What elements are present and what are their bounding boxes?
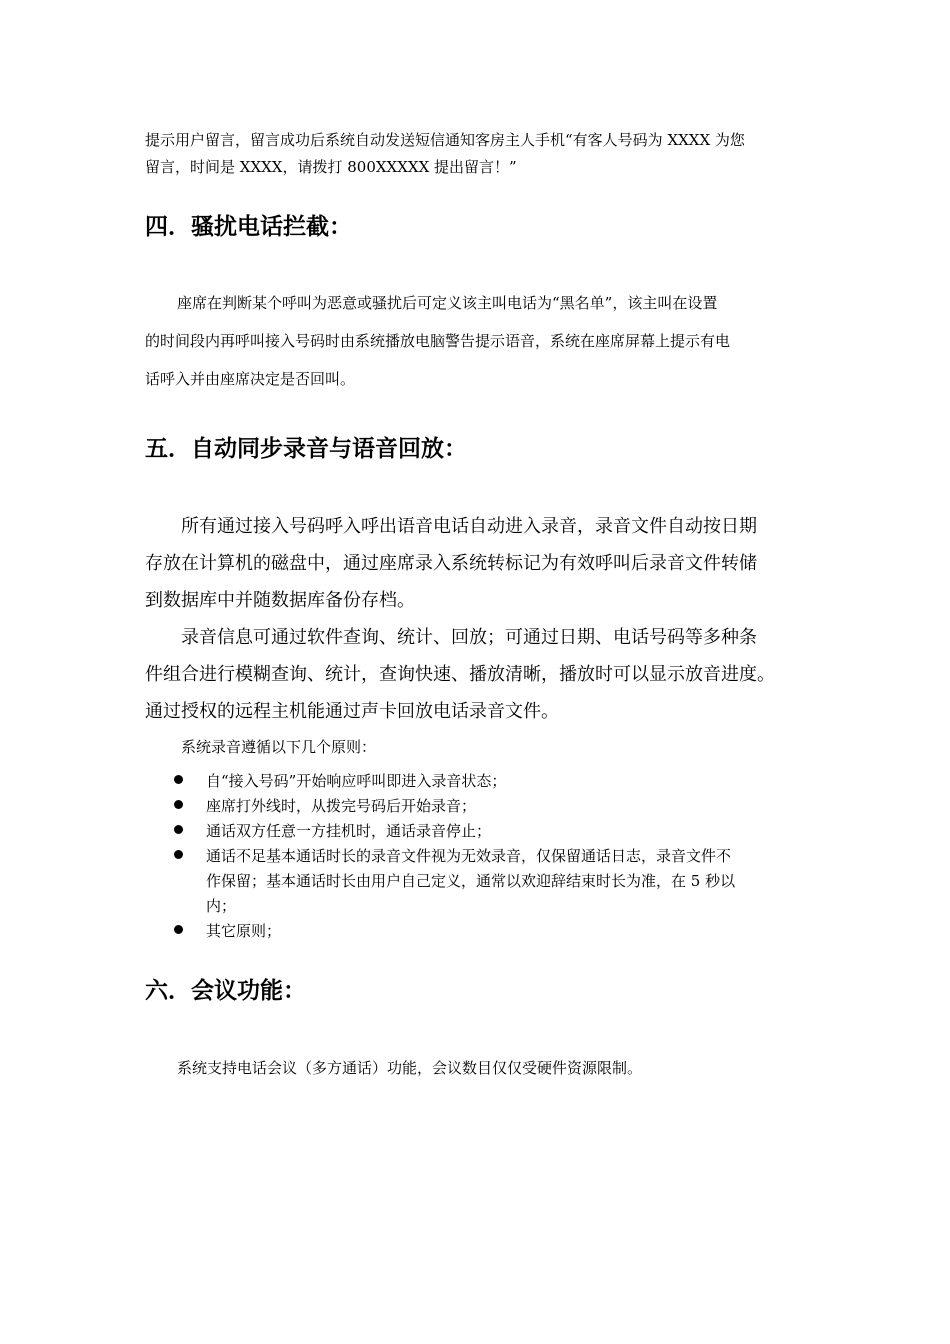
section5-para2-line-2: 件组合进行模糊查询、统计，查询快速、播放清晰，播放时可以显示放音进度。 <box>145 664 775 685</box>
list-item-text: 其它原则； <box>206 922 282 940</box>
bullet-icon <box>174 825 183 834</box>
bullet-icon <box>174 775 183 784</box>
bullet-icon <box>174 925 183 934</box>
section5-para1-line-1: 所有通过接入号码呼入呼出语音电话自动进入录音，录音文件自动按日期 <box>181 516 757 537</box>
section-heading-4: 四．骚扰电话拦截： <box>145 214 352 240</box>
section4-line-3: 话呼入并由座席决定是否回叫。 <box>145 370 356 388</box>
principles-intro: 系统录音遵循以下几个原则： <box>181 738 377 756</box>
list-item-text: 通话不足基本通话时长的录音文件视为无效录音，仅保留通话日志，录音文件不 <box>206 847 732 865</box>
intro-line-1: 提示用户留言，留言成功后系统自动发送短信通知客房主人手机“有客人号码为 XXXX 为您 <box>145 131 745 149</box>
bullet-icon <box>174 800 183 809</box>
section-heading-6: 六．会议功能： <box>145 978 306 1004</box>
section4-line-1: 座席在判断某个呼叫为恶意或骚扰后可定义该主叫电话为“黑名单”，该主叫在设置 <box>177 294 718 312</box>
section6-text: 系统支持电话会议（多方通话）功能，会议数目仅仅受硬件资源限制。 <box>177 1059 643 1077</box>
intro-line-2: 留言，时间是 XXXX，请拨打 800XXXXX 提出留言！” <box>145 158 517 176</box>
list-item-text: 通话双方任意一方挂机时，通话录音停止； <box>206 822 492 840</box>
section5-para1-line-2: 存放在计算机的磁盘中，通过座席录入系统转标记为有效呼叫后录音文件转储 <box>145 553 757 574</box>
section5-para2-line-3: 通过授权的远程主机能通过声卡回放电话录音文件。 <box>145 701 559 722</box>
section5-para2-line-1: 录音信息可通过软件查询、统计、回放；可通过日期、电话号码等多种条 <box>181 627 757 648</box>
section5-para1-line-3: 到数据库中并随数据库备份存档。 <box>145 590 415 611</box>
list-item-text: 内； <box>206 897 237 915</box>
section-heading-5: 五．自动同步录音与语音回放： <box>145 436 467 462</box>
list-item-text: 座席打外线时，从拨完号码后开始录音； <box>206 797 477 815</box>
list-item-text: 作保留；基本通话时长由用户自己定义，通常以欢迎辞结束时长为准，在 5 秒以 <box>206 872 736 890</box>
bullet-icon <box>174 850 183 859</box>
section4-line-2: 的时间段内再呼叫接入号码时由系统播放电脑警告提示语音，系统在座席屏幕上提示有电 <box>145 332 731 350</box>
list-item-text: 自“接入号码”开始响应呼叫即进入录音状态； <box>206 772 507 790</box>
